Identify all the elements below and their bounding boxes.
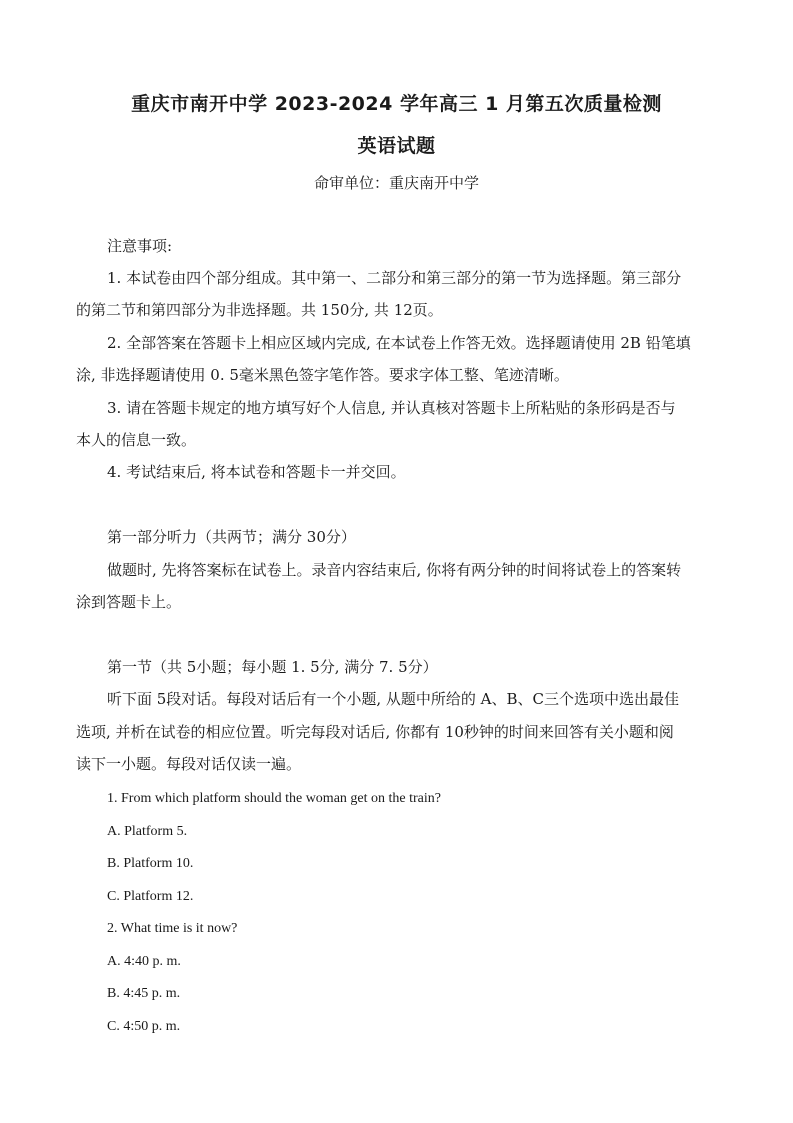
question-2-stem: 2. What time is it now?: [107, 921, 238, 936]
question-2-option-c: C. 4:50 p. m.: [107, 1019, 181, 1034]
section1-heading: 第一节（共 5小题；每小题 1. 5分, 满分 7. 5分）: [107, 658, 438, 676]
question-2-option-a: A. 4:40 p. m.: [107, 954, 181, 969]
question-1-stem: 1. From which platform should the woman get on the train?: [107, 791, 441, 806]
section1-instruction-line-3: 读下一小题。每段对话仅读一遍。: [76, 755, 302, 773]
note-item-1-line-2: 的第二节和第四部分为非选择题。共 150分, 共 12页。: [76, 301, 443, 319]
question-1-option-b: B. Platform 10.: [107, 856, 194, 871]
section1-instruction-line-2: 选项, 并析在试卷的相应位置。听完每段对话后, 你都有 10秒钟的时间来回答有关小题和阅: [76, 723, 674, 741]
part1-instruction-line-2: 涂到答题卡上。: [76, 593, 182, 611]
part1-instruction-line-1: 做题时, 先将答案标在试卷上。录音内容结束后, 你将有两分钟的时间将试卷上的答案转: [107, 561, 682, 579]
author-unit: 命审单位：重庆南开中学: [313, 174, 479, 192]
question-2-option-b: B. 4:45 p. m.: [107, 986, 181, 1001]
part1-heading: 第一部分听力（共两节；满分 30分）: [107, 528, 356, 546]
question-1-option-c: C. Platform 12.: [107, 889, 194, 904]
note-item-1-line-1: 1. 本试卷由四个部分组成。其中第一、二部分和第三部分的第一节为选择题。第三部分: [107, 269, 682, 287]
question-1-option-a: A. Platform 5.: [107, 824, 188, 839]
section1-instruction-line-1: 听下面 5段对话。每段对话后有一个小题, 从题中所给的 A、B、C三个选项中选出最佳: [107, 690, 679, 708]
exam-title: 重庆市南开中学 2023-2024 学年高三 1 月第五次质量检测: [131, 93, 662, 115]
note-item-2-line-2: 涂, 非选择题请使用 0. 5毫米黑色签字笔作答。要求字体工整、笔迹清晰。: [76, 366, 569, 384]
note-item-2-line-1: 2. 全部答案在答题卡上相应区域内完成, 在本试卷上作答无效。选择题请使用 2B 铅笔填: [107, 334, 691, 352]
notes-heading: 注意事项:: [107, 237, 173, 255]
note-item-3-line-2: 本人的信息一致。: [76, 431, 197, 449]
exam-subject: 英语试题: [357, 135, 436, 157]
note-item-3-line-1: 3. 请在答题卡规定的地方填写好个人信息, 并认真核对答题卡上所粘贴的条形码是否与: [107, 399, 676, 417]
note-item-4-line-1: 4. 考试结束后, 将本试卷和答题卡一并交回。: [107, 463, 406, 481]
